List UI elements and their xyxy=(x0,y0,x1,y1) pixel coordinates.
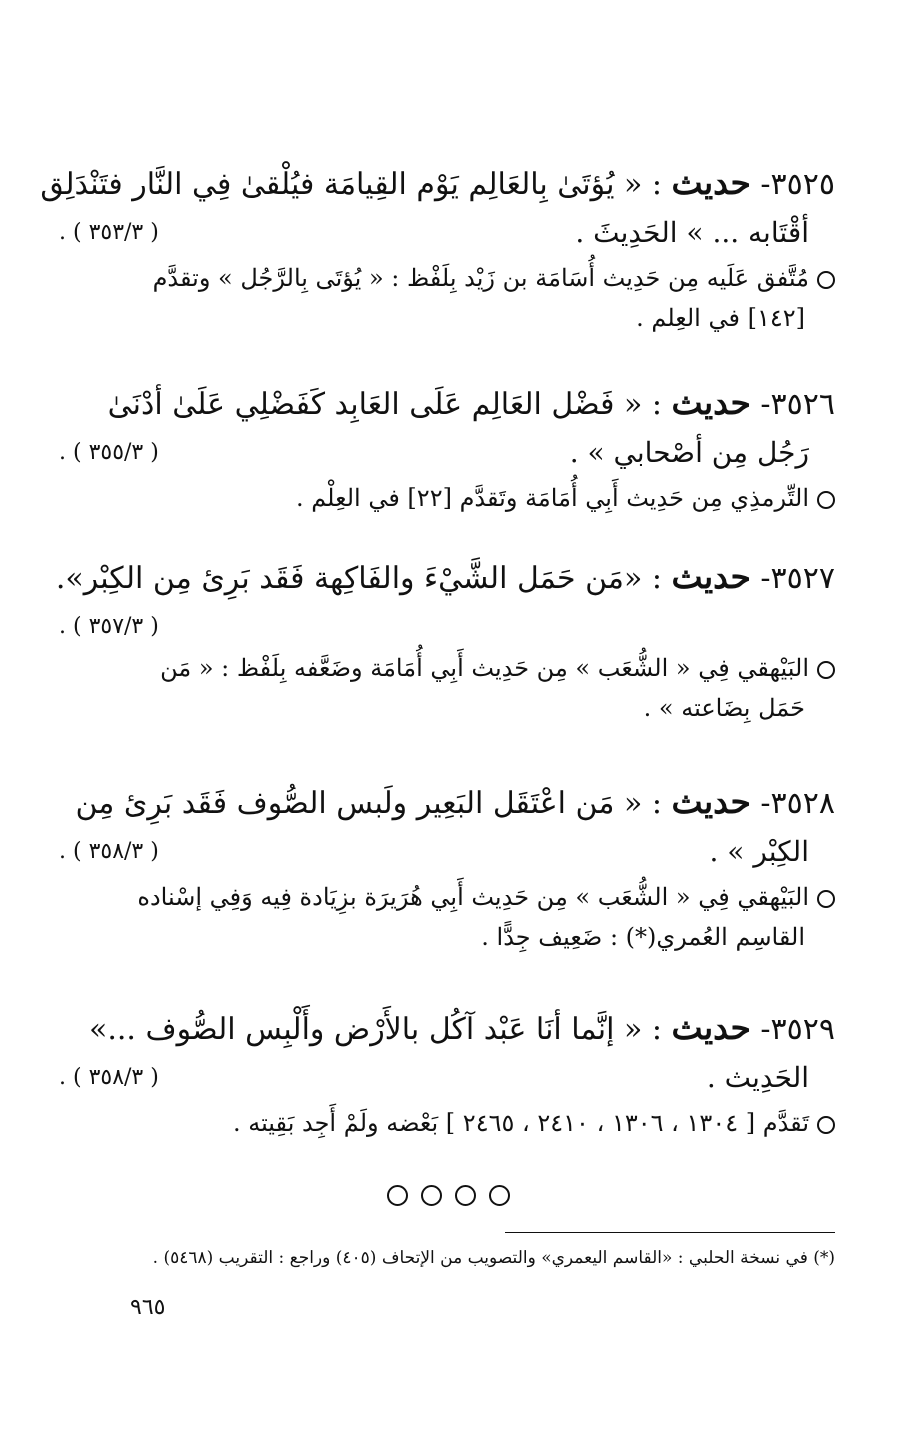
circle-bullet-icon xyxy=(817,1116,835,1134)
entry-number: ٣٥٢٥- xyxy=(760,167,835,202)
entry-keyword: حديث xyxy=(671,782,751,821)
circle-ornament-icon xyxy=(387,1185,408,1206)
circle-ornament-icon xyxy=(421,1185,442,1206)
entry-continuation: رَجُل مِن أصْحابي » . xyxy=(569,436,809,469)
entry-text: : « إنَّما أنَا عَبْد آكُل بالأَرْض وأَلْبِس الصُّوف ...» xyxy=(89,1012,662,1047)
entry-head-line xyxy=(59,777,835,827)
entry-continuation: الكِبْر » . xyxy=(709,835,809,868)
circle-bullet-icon xyxy=(817,890,835,908)
entry-head-line xyxy=(59,1003,835,1053)
entry-keyword: حديث xyxy=(671,163,751,202)
entry-keyword: حديث xyxy=(671,557,751,596)
entry-text: : « فَضْل العَالِم عَلَى العَابِد كَفَضْلِي عَلَىٰ أدْنَىٰ xyxy=(107,387,662,422)
note-line: حَمَل بِضَاعته » . xyxy=(643,694,805,722)
entry-continuation-line xyxy=(59,602,835,648)
takhrij-note xyxy=(59,648,835,688)
footnote: (*) في نسخة الحلبي : «القاسم اليعمري» والتصويب من الإتحاف (٤٠٥) وراجع : التقريب (٥٤٦٨) . xyxy=(152,1248,835,1268)
entry-keyword: حديث xyxy=(671,1008,751,1047)
section-separator xyxy=(0,1185,897,1210)
note-line: [١٤٢] في العِلم . xyxy=(636,304,805,332)
hadith-entry-3526 xyxy=(59,378,835,518)
volume-page-reference: ( ٣٥٨/٣ ) . xyxy=(59,1065,159,1090)
entry-continuation: الحَدِيث . xyxy=(706,1061,809,1094)
takhrij-note xyxy=(59,1103,835,1143)
entry-head-line xyxy=(55,552,835,602)
volume-page-reference: ( ٣٥٣/٣ ) . xyxy=(59,220,159,245)
takhrij-note xyxy=(59,258,835,298)
entry-number: ٣٥٢٦- xyxy=(760,387,835,422)
entry-keyword: حديث xyxy=(671,383,751,422)
entry-continuation-line xyxy=(59,428,835,478)
volume-page-reference: ( ٣٥٨/٣ ) . xyxy=(59,839,159,864)
circle-ornament-icon xyxy=(455,1185,476,1206)
note-line: القاسِم العُمري(*) : ضَعِيف جِدًّا . xyxy=(481,923,805,951)
footnote-rule xyxy=(505,1232,835,1233)
entry-head-line xyxy=(59,378,835,428)
hadith-entry-3527 xyxy=(55,552,835,728)
takhrij-note xyxy=(59,478,835,518)
circle-bullet-icon xyxy=(817,661,835,679)
note-line: مُتَّفق عَلَيه مِن حَدِيث أُسَامَة بن زَيْد بِلَفْظ : « يُؤتَى بِالرَّجُل » وتقدَّم xyxy=(152,264,809,292)
note-line: التِّرمذِي مِن حَدِيث أَبِي أُمَامَة وتَقدَّم [٢٢] في العِلْم . xyxy=(295,484,809,512)
hadith-entry-3528 xyxy=(59,777,835,957)
circle-bullet-icon xyxy=(817,271,835,289)
note-line: تَقدَّم [ ١٣٠٤ ، ١٣٠٦ ، ٢٤١٠ ، ٢٤٦٥ ] بَعْضه ولَمْ أَجِد بَقِيته . xyxy=(232,1109,809,1137)
note-line: البَيْهقي فِي « الشُّعَب » مِن حَدِيث أَبِي هُرَيرَة بزِيَادة فِيه وَفِي إسْناده xyxy=(137,883,809,911)
circle-ornament-icon xyxy=(489,1185,510,1206)
page-number: ٩٦٥ xyxy=(130,1295,166,1320)
entry-text: : « مَن اعْتَقَل البَعِير ولَبس الصُّوف فَقَد بَرِئ مِن xyxy=(75,786,662,821)
hadith-entry-3525 xyxy=(40,158,835,338)
circle-bullet-icon xyxy=(817,491,835,509)
entry-head-line xyxy=(40,158,835,208)
entry-continuation-line xyxy=(59,208,835,258)
entry-number: ٣٥٢٨- xyxy=(760,786,835,821)
volume-page-reference: ( ٣٥٧/٣ ) . xyxy=(59,614,159,639)
volume-page-reference: ( ٣٥٥/٣ ) . xyxy=(59,440,159,465)
entry-text: : «مَن حَمَل الشَّيْءَ والفَاكِهة فَقَد بَرِئ مِن الكِبْر». xyxy=(55,561,662,596)
note-line: البَيْهقي فِي « الشُّعَب » مِن حَدِيث أَبِي أُمَامَة وضَعَّفه بِلَفْظ : « مَن xyxy=(160,654,809,682)
entry-number: ٣٥٢٧- xyxy=(760,561,835,596)
entry-text: : « يُؤتَىٰ بِالعَالِم يَوْم القِيامَة فيُلْقىٰ فِي النَّار فتَنْدَلِق xyxy=(40,167,662,202)
entry-continuation-line xyxy=(59,1053,835,1103)
entry-continuation: أقْتَابه ... » الحَدِيثَ . xyxy=(575,216,809,249)
entry-number: ٣٥٢٩- xyxy=(760,1012,835,1047)
hadith-entry-3529 xyxy=(59,1003,835,1143)
entry-continuation-line xyxy=(59,827,835,877)
takhrij-note xyxy=(59,877,835,917)
